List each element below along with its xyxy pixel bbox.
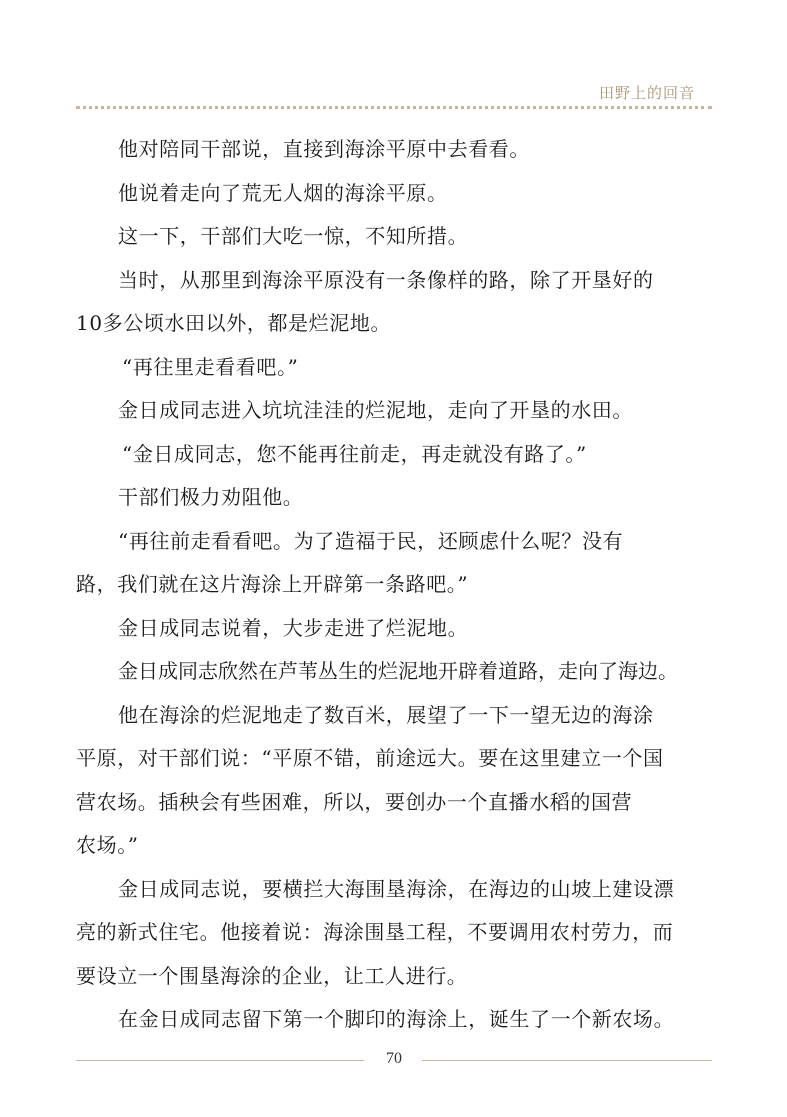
running-header: 田野上的回音 [598, 84, 695, 102]
text-line: “金日成同志，您不能再往前走，再走就没有路了。” [122, 441, 587, 466]
paragraph [118, 650, 718, 694]
text-line: 这一下，干部们大吃一惊，不知所措。 [118, 224, 469, 248]
paragraph [76, 868, 718, 999]
text-line: 在金日成同志留下第一个脚印的海涂上，诞生了一个新农场。 [118, 1007, 675, 1031]
text-line: “再往里走看看吧。” [122, 354, 299, 379]
text-line: 营农场。插秧会有些困难，所以，要创办一个直播水稻的国营 [76, 789, 633, 814]
paragraph [118, 607, 718, 651]
paragraph [122, 346, 718, 390]
paragraph [118, 215, 718, 259]
text-line: 平原，对干部们说：“平原不错，前途远大。要在这里建立一个国 [76, 746, 664, 770]
paragraph [118, 389, 718, 433]
text-line: 金日成同志说，要横拦大海围垦海涂，在海边的山坡上建设漂 [118, 876, 675, 901]
text-line: 干部们极力劝阻他。 [118, 485, 304, 509]
page-number: 70 [386, 1050, 402, 1067]
text-line: 路，我们就在这片海涂上开辟第一条路吧。” [76, 572, 469, 596]
paragraph [76, 520, 718, 607]
text-line: 亮的新式住宅。他接着说：海涂围垦工程，不要调用农村劳力，而 [76, 920, 674, 944]
paragraph [76, 259, 718, 346]
footer-rule-right [422, 1060, 712, 1061]
text-line: 他说着走向了荒无人烟的海涂平原。 [118, 180, 448, 205]
text-line: 他对陪同干部说，直接到海涂平原中去看看。 [118, 137, 530, 161]
paragraph [118, 128, 718, 172]
text-line: 他在海涂的烂泥地走了数百米，展望了一下一望无边的海涂 [118, 702, 654, 727]
text-line: 要设立一个围垦海涂的企业，让工人进行。 [76, 963, 468, 988]
paragraph [118, 476, 718, 520]
paragraph [118, 998, 718, 1042]
paragraph [76, 694, 718, 868]
text-line: 金日成同志进入坑坑洼洼的烂泥地，走向了开垦的水田。 [118, 398, 633, 422]
text-line: 农场。” [76, 833, 139, 857]
paragraph [122, 433, 718, 477]
header-dotted-rule [76, 106, 712, 109]
page-footer [76, 1050, 712, 1070]
text-line: 10多公顷水田以外，都是烂泥地。 [76, 311, 392, 335]
text-line: 当时，从那里到海涂平原没有一条像样的路，除了开垦好的 [118, 267, 654, 292]
text-line: “再往前走看看吧。为了造福于民，还顾虑什么呢？没有 [118, 528, 624, 553]
text-line: 金日成同志欣然在芦苇丛生的烂泥地开辟着道路，走向了海边。 [118, 659, 678, 683]
text-line: 金日成同志说着，大步走进了烂泥地。 [118, 615, 469, 640]
paragraph [118, 172, 718, 216]
body-text [76, 128, 718, 1042]
